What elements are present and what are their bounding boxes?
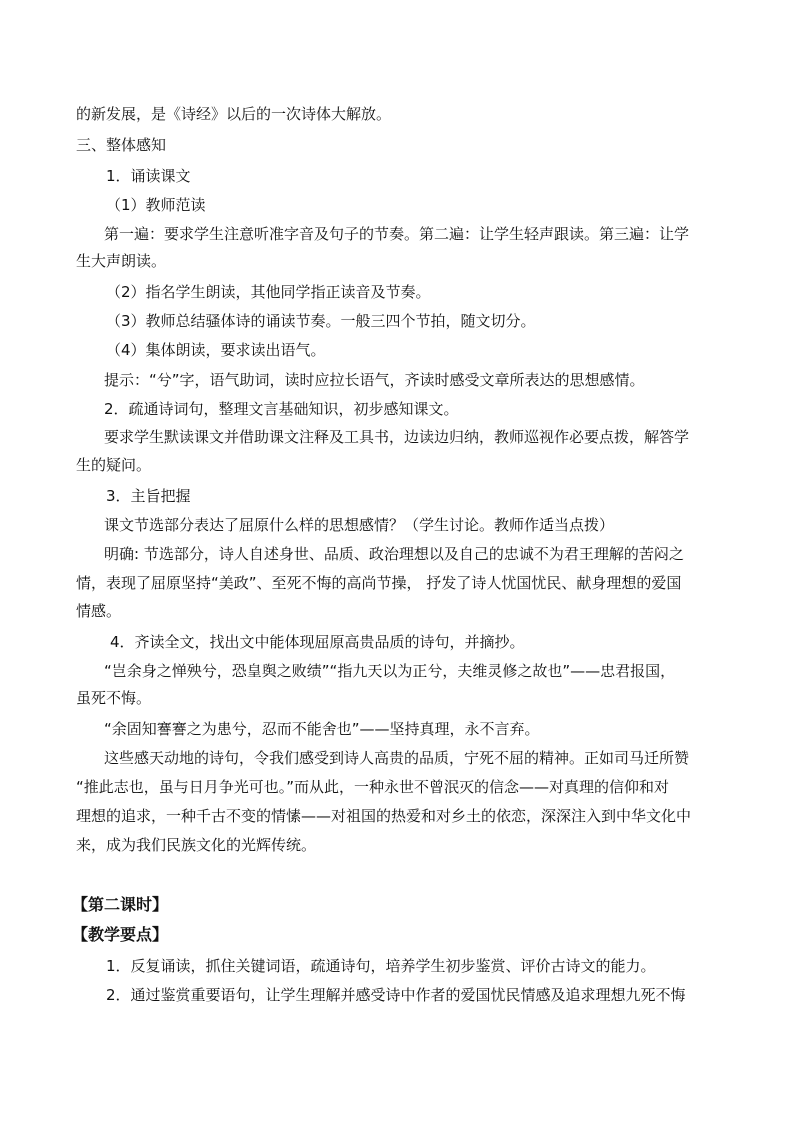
- text-line: 第一遍：要求学生注意听准字音及句子的节奏。第二遍：让学生轻声跟读。第三遍：让学: [104, 225, 690, 243]
- text-line: （4）集体朗读，要求读出语气。: [106, 341, 326, 359]
- text-line: 的新发展，是《诗经》以后的一次诗体大解放。: [76, 105, 392, 123]
- text-line: 生大声朗读。: [76, 252, 167, 270]
- text-line: （1）教师范读: [106, 196, 206, 214]
- lesson-heading: 【第二课时】: [72, 895, 169, 914]
- text-line: 4．齐读全文，找出文中能体现屈原高贵品质的诗句，并摘抄。: [110, 633, 525, 651]
- text-line: 1．诵读课文: [106, 167, 191, 185]
- text-line: 虽死不悔。: [76, 689, 152, 707]
- text-line: 1．反复诵读，抓住关键词语，疏通诗句，培养学生初步鉴赏、评价古诗文的能力。: [106, 957, 656, 975]
- text-line: “岂余身之惮殃兮，恐皇舆之败绩”“指九天以为正兮，夫维灵修之故也”——忠君报国，: [104, 662, 676, 680]
- text-line: 2．疏通诗词句，整理文言基础知识，初步感知课文。: [104, 400, 459, 418]
- text-line: 理想的追求，一种千古不变的情愫——对祖国的热爱和对乡土的依恋，深深注入到中华文化中: [76, 807, 692, 825]
- text-line: （2）指名学生朗读，其他同学指正读音及节奏。: [106, 283, 431, 301]
- text-line: “余固知謇謇之为患兮，忍而不能舍也”——坚持真理，永不言弃。: [104, 720, 540, 738]
- text-line: （3）教师总结骚体诗的诵读节奏。一般三四个节拍，随文切分。: [106, 312, 536, 330]
- section-heading: 三、整体感知: [76, 136, 167, 154]
- section-heading: 【教学要点】: [72, 925, 169, 944]
- text-line: 来，成为我们民族文化的光辉传统。: [76, 836, 317, 854]
- text-line: “推此志也，虽与日月争光可也。”而从此，一种永世不曾泯灭的信念——对真理的信仰和对: [76, 778, 670, 796]
- text-line: 提示：“兮”字，语气助词，读时应拉长语气，齐读时感受文章所表达的思想感情。: [104, 371, 645, 389]
- text-line: 生的疑问。: [76, 456, 152, 474]
- text-line: 情感。: [76, 602, 122, 620]
- text-line: 3．主旨把握: [106, 487, 191, 505]
- text-line: 明确: 节选部分，诗人自述身世、品质、政治理想以及自己的忠诚不为君王理解的苦闷之: [104, 545, 684, 563]
- text-line: 这些感天动地的诗句，令我们感受到诗人高贵的品质，宁死不屈的精神。正如司马迁所赞: [104, 749, 690, 767]
- text-line: 2．通过鉴赏重要语句，让学生理解并感受诗中作者的爱国忧民情感及追求理想九死不悔: [106, 986, 686, 1004]
- text-line: 情，表现了屈原坚持“美政”、至死不悔的高尚节操， 抒发了诗人忧国忧民、献身理想的爱国: [76, 574, 682, 592]
- text-line: 要求学生默读课文并借助课文注释及工具书，边读边归纳，教师巡视作必要点拨，解答学: [104, 428, 690, 446]
- text-line: 课文节选部分表达了屈原什么样的思想感情？（学生讨论。教师作适当点拨）: [104, 516, 615, 534]
